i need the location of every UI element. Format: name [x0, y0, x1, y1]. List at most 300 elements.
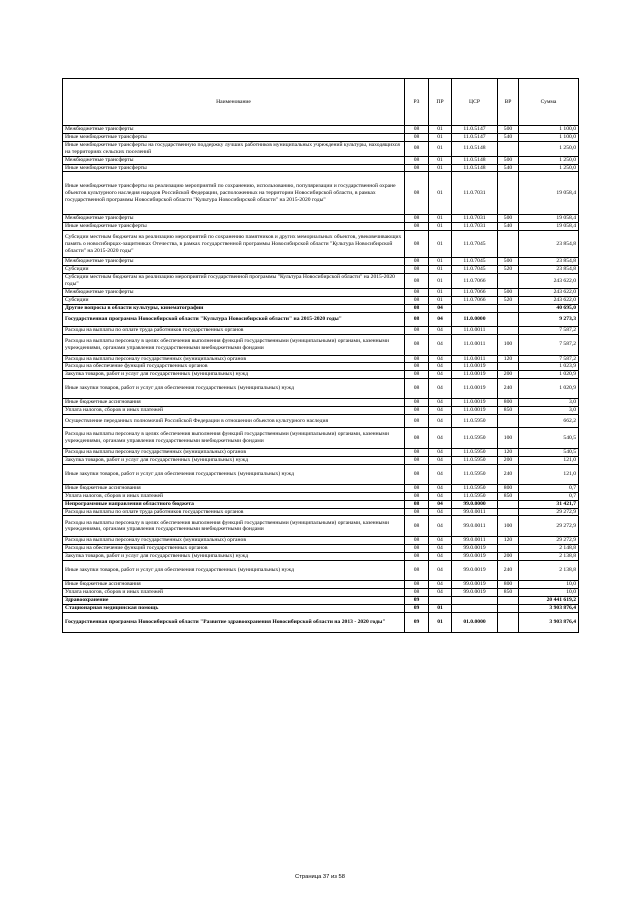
table-row — [63, 553, 579, 561]
cell-pr: 04 — [429, 464, 452, 484]
cell-vr: 120 — [498, 537, 519, 545]
cell-sum: 1 020,9 — [519, 371, 579, 379]
table-row — [63, 266, 579, 274]
cell-name: Иные бюджетные ассигнования — [63, 484, 405, 492]
cell-sum: 1 250,0 — [519, 164, 579, 172]
table-row — [63, 500, 579, 508]
table-row — [63, 537, 579, 545]
cell-csr: 11.0.7031 — [452, 223, 498, 231]
cell-csr: 11.0.7066 — [452, 288, 498, 296]
table-row — [63, 334, 579, 355]
cell-sum: 19 058,4 — [519, 215, 579, 223]
cell-csr: 11.0.7066 — [452, 274, 498, 289]
cell-csr: 11.0.7031 — [452, 172, 498, 215]
cell-vr: 540 — [498, 164, 519, 172]
cell-sum: 540,5 — [519, 428, 579, 449]
budget-table — [62, 78, 579, 633]
cell-name: Иные межбюджетные трансферты на государственную поддержку лучших работников муниципальных учреждений культуры, находящихся на территориях сельских поселений — [63, 141, 405, 156]
cell-rz: 08 — [405, 371, 429, 379]
cell-rz: 08 — [405, 274, 429, 289]
cell-name: Субсидии — [63, 296, 405, 304]
cell-csr: 11.0.5148 — [452, 156, 498, 164]
cell-csr: 11.0.5950 — [452, 428, 498, 449]
table-row — [63, 415, 579, 428]
cell-csr: 11.0.7045 — [452, 231, 498, 258]
table-row — [63, 215, 579, 223]
cell-pr: 01 — [429, 156, 452, 164]
cell-pr: 04 — [429, 492, 452, 500]
cell-sum: 9 273,3 — [519, 312, 579, 326]
cell-pr: 04 — [429, 304, 452, 312]
table-row — [63, 612, 579, 632]
cell-vr — [498, 312, 519, 326]
table-row — [63, 141, 579, 156]
cell-pr: 04 — [429, 407, 452, 415]
cell-name: Межбюджетные трансферты — [63, 215, 405, 223]
cell-sum: 662,2 — [519, 415, 579, 428]
cell-csr: 11.0.0000 — [452, 312, 498, 326]
cell-rz: 08 — [405, 500, 429, 508]
cell-vr: 120 — [498, 355, 519, 363]
cell-rz: 08 — [405, 428, 429, 449]
cell-name: Государственная программа Новосибирской области "Развитие здравоохранения Новосибирской области на 2013 - 2020 годы" — [63, 612, 405, 632]
cell-pr: 04 — [429, 312, 452, 326]
table-row — [63, 516, 579, 537]
cell-pr: 04 — [429, 326, 452, 334]
cell-sum: 23 854,8 — [519, 258, 579, 266]
cell-rz: 08 — [405, 456, 429, 464]
cell-sum: 10,0 — [519, 581, 579, 589]
cell-pr: 04 — [429, 561, 452, 581]
cell-rz: 08 — [405, 172, 429, 215]
cell-vr — [498, 141, 519, 156]
cell-csr: 99.0.0019 — [452, 545, 498, 553]
cell-name: Непрограммные направления областного бюджета — [63, 500, 405, 508]
cell-pr: 04 — [429, 589, 452, 597]
cell-vr — [498, 172, 519, 215]
cell-vr — [498, 274, 519, 289]
cell-rz: 08 — [405, 266, 429, 274]
cell-name: Закупка товаров, работ и услуг для государственных (муниципальных) нужд — [63, 456, 405, 464]
cell-vr: 100 — [498, 428, 519, 449]
cell-csr — [452, 597, 498, 605]
cell-rz: 08 — [405, 326, 429, 334]
table-row — [63, 581, 579, 589]
cell-vr: 500 — [498, 126, 519, 134]
table-row — [63, 355, 579, 363]
cell-rz: 08 — [405, 215, 429, 223]
cell-name: Субсидии местным бюджетам на реализацию мероприятий государственной программы "Культура Новосибирской области" на 2015-2020 годы" — [63, 274, 405, 289]
cell-pr: 01 — [429, 215, 452, 223]
cell-name: Межбюджетные трансферты — [63, 258, 405, 266]
cell-rz: 09 — [405, 612, 429, 632]
header-sum: Сумма — [519, 79, 579, 126]
cell-pr: 04 — [429, 379, 452, 399]
table-row — [63, 545, 579, 553]
cell-sum: 2 148,8 — [519, 545, 579, 553]
cell-rz: 08 — [405, 258, 429, 266]
cell-csr: 11.0.0011 — [452, 326, 498, 334]
cell-csr: 01.0.0000 — [452, 612, 498, 632]
cell-csr: 99.0.0019 — [452, 589, 498, 597]
cell-rz: 08 — [405, 133, 429, 141]
cell-pr: 04 — [429, 581, 452, 589]
cell-csr: 11.0.5950 — [452, 464, 498, 484]
table-row — [63, 428, 579, 449]
cell-vr: 200 — [498, 456, 519, 464]
table-row — [63, 288, 579, 296]
cell-rz: 08 — [405, 399, 429, 407]
cell-pr: 04 — [429, 537, 452, 545]
table-row — [63, 304, 579, 312]
cell-name: Закупка товаров, работ и услуг для государственных (муниципальных) нужд — [63, 371, 405, 379]
cell-sum: 23 854,8 — [519, 231, 579, 258]
cell-sum: 1 020,9 — [519, 379, 579, 399]
cell-name: Субсидии — [63, 266, 405, 274]
cell-name: Иные межбюджетные трансферты — [63, 133, 405, 141]
cell-vr: 800 — [498, 581, 519, 589]
cell-vr: 200 — [498, 553, 519, 561]
cell-csr: 11.0.0019 — [452, 407, 498, 415]
cell-rz: 08 — [405, 492, 429, 500]
cell-sum: 0,7 — [519, 484, 579, 492]
cell-pr — [429, 597, 452, 605]
cell-vr — [498, 415, 519, 428]
cell-name: Здравоохранение — [63, 597, 405, 605]
cell-name: Межбюджетные трансферты — [63, 156, 405, 164]
cell-vr: 520 — [498, 296, 519, 304]
cell-pr: 04 — [429, 355, 452, 363]
cell-vr — [498, 597, 519, 605]
cell-pr: 04 — [429, 545, 452, 553]
cell-pr: 04 — [429, 456, 452, 464]
cell-vr: 850 — [498, 407, 519, 415]
cell-pr: 04 — [429, 399, 452, 407]
cell-vr: 800 — [498, 399, 519, 407]
cell-vr — [498, 326, 519, 334]
cell-vr: 540 — [498, 223, 519, 231]
cell-csr: 11.0.5950 — [452, 492, 498, 500]
cell-sum: 29 272,9 — [519, 537, 579, 545]
cell-rz: 08 — [405, 581, 429, 589]
table-row — [63, 508, 579, 516]
cell-rz: 08 — [405, 449, 429, 457]
cell-name: Межбюджетные трансферты — [63, 288, 405, 296]
cell-pr: 04 — [429, 363, 452, 371]
cell-rz: 08 — [405, 415, 429, 428]
cell-sum: 31 421,7 — [519, 500, 579, 508]
table-row — [63, 464, 579, 484]
cell-csr — [452, 304, 498, 312]
cell-rz: 08 — [405, 288, 429, 296]
table-row — [63, 296, 579, 304]
table-row — [63, 363, 579, 371]
cell-vr — [498, 612, 519, 632]
cell-name: Государственная программа Новосибирской области "Культура Новосибирской области" на 2015-2020 годы" — [63, 312, 405, 326]
cell-csr: 11.0.0019 — [452, 371, 498, 379]
cell-name: Расходы на выплаты персоналу государственных (муниципальных) органов — [63, 355, 405, 363]
cell-rz: 08 — [405, 464, 429, 484]
cell-rz: 08 — [405, 355, 429, 363]
cell-pr: 01 — [429, 612, 452, 632]
cell-csr: 99.0.0019 — [452, 553, 498, 561]
cell-name: Расходы на выплаты персоналу в целях обеспечения выполнения функций государственными (муниципальными) органами, казенными учреждениями, органами управления государственными внебюджетными фондами — [63, 334, 405, 355]
cell-rz: 08 — [405, 516, 429, 537]
cell-sum: 3,0 — [519, 399, 579, 407]
table-row — [63, 561, 579, 581]
cell-pr: 01 — [429, 296, 452, 304]
cell-name: Иные бюджетные ассигнования — [63, 399, 405, 407]
table-row — [63, 379, 579, 399]
cell-vr: 520 — [498, 266, 519, 274]
cell-csr: 11.0.0011 — [452, 334, 498, 355]
cell-pr: 01 — [429, 164, 452, 172]
cell-pr: 04 — [429, 516, 452, 537]
cell-name: Иные закупки товаров, работ и услуг для обеспечения государственных (муниципальных) нужд — [63, 464, 405, 484]
cell-csr: 11.0.5148 — [452, 141, 498, 156]
cell-vr: 850 — [498, 589, 519, 597]
cell-pr: 01 — [429, 172, 452, 215]
cell-rz: 09 — [405, 604, 429, 612]
cell-vr: 500 — [498, 156, 519, 164]
cell-rz: 08 — [405, 141, 429, 156]
cell-sum: 121,0 — [519, 464, 579, 484]
cell-csr: 11.0.7045 — [452, 258, 498, 266]
cell-name: Расходы на выплаты по оплате труда работников государственных органов — [63, 326, 405, 334]
cell-sum: 1 023,9 — [519, 363, 579, 371]
table-row — [63, 274, 579, 289]
cell-vr — [498, 304, 519, 312]
cell-vr: 800 — [498, 484, 519, 492]
table-row — [63, 126, 579, 134]
cell-sum: 1 100,0 — [519, 133, 579, 141]
table-row — [63, 223, 579, 231]
cell-rz: 08 — [405, 231, 429, 258]
cell-sum: 3,0 — [519, 407, 579, 415]
cell-csr: 11.0.5147 — [452, 126, 498, 134]
cell-pr: 01 — [429, 223, 452, 231]
cell-pr: 04 — [429, 449, 452, 457]
cell-rz: 08 — [405, 334, 429, 355]
cell-pr: 01 — [429, 258, 452, 266]
cell-pr: 01 — [429, 141, 452, 156]
cell-csr: 11.0.0019 — [452, 379, 498, 399]
table-row — [63, 258, 579, 266]
table-row — [63, 407, 579, 415]
cell-sum: 7 587,2 — [519, 355, 579, 363]
cell-pr: 01 — [429, 274, 452, 289]
cell-sum: 7 587,2 — [519, 334, 579, 355]
cell-pr: 04 — [429, 553, 452, 561]
cell-sum: 243 622,0 — [519, 274, 579, 289]
cell-vr — [498, 545, 519, 553]
cell-csr: 11.0.5950 — [452, 456, 498, 464]
cell-csr: 11.0.5950 — [452, 484, 498, 492]
table-body — [63, 126, 579, 633]
table-row — [63, 449, 579, 457]
cell-csr — [452, 604, 498, 612]
header-name: Наименование — [63, 79, 405, 126]
cell-rz: 08 — [405, 156, 429, 164]
cell-rz: 08 — [405, 304, 429, 312]
cell-csr: 11.0.0019 — [452, 363, 498, 371]
cell-sum: 19 058,4 — [519, 223, 579, 231]
header-vr: ВР — [498, 79, 519, 126]
table-row — [63, 597, 579, 605]
cell-name: Расходы на выплаты по оплате труда работников государственных органов — [63, 508, 405, 516]
cell-csr: 99.0.0011 — [452, 508, 498, 516]
cell-rz: 08 — [405, 223, 429, 231]
cell-pr: 01 — [429, 133, 452, 141]
cell-rz: 08 — [405, 363, 429, 371]
table-row — [63, 604, 579, 612]
cell-name: Иные закупки товаров, работ и услуг для обеспечения государственных (муниципальных) нужд — [63, 379, 405, 399]
cell-sum: 19 058,4 — [519, 172, 579, 215]
table-row — [63, 312, 579, 326]
cell-sum: 29 272,9 — [519, 516, 579, 537]
cell-csr: 11.0.7066 — [452, 296, 498, 304]
cell-sum: 2 138,8 — [519, 553, 579, 561]
cell-rz: 08 — [405, 407, 429, 415]
cell-vr: 200 — [498, 371, 519, 379]
cell-pr: 04 — [429, 508, 452, 516]
cell-vr — [498, 604, 519, 612]
table-row — [63, 133, 579, 141]
cell-name: Субсидии местным бюджетам на реализацию мероприятий по сохранению памятников и других мемориальных объектов, увековечивающих память о новосибирцах-защитниках Отечества, в рамках государственной программы Новосибирской области "Культура Новосибирской области" на 2015-2020 годы" — [63, 231, 405, 258]
cell-sum: 10,0 — [519, 589, 579, 597]
cell-vr — [498, 508, 519, 516]
table-row — [63, 164, 579, 172]
cell-rz: 08 — [405, 545, 429, 553]
cell-name: Иные бюджетные ассигнования — [63, 581, 405, 589]
table-row — [63, 156, 579, 164]
cell-sum: 121,0 — [519, 456, 579, 464]
cell-csr: 11.0.0011 — [452, 355, 498, 363]
cell-vr: 240 — [498, 464, 519, 484]
cell-rz: 08 — [405, 553, 429, 561]
cell-name: Расходы на выплаты персоналу государственных (муниципальных) органов — [63, 537, 405, 545]
cell-pr: 01 — [429, 288, 452, 296]
cell-rz: 08 — [405, 126, 429, 134]
cell-sum: 20 441 619,2 — [519, 597, 579, 605]
table-row — [63, 172, 579, 215]
cell-pr: 01 — [429, 126, 452, 134]
header-pr: ПР — [429, 79, 452, 126]
cell-csr: 11.0.5950 — [452, 449, 498, 457]
cell-vr: 100 — [498, 516, 519, 537]
cell-pr: 04 — [429, 334, 452, 355]
cell-name: Расходы на выплаты персоналу в целях обеспечения выполнения функций государственными (муниципальными) органами, казенными учреждениями, органами управления государственными внебюджетными фондами — [63, 516, 405, 537]
cell-sum: 29 272,9 — [519, 508, 579, 516]
cell-rz: 08 — [405, 164, 429, 172]
cell-csr: 11.0.0019 — [452, 399, 498, 407]
cell-csr: 99.0.0019 — [452, 581, 498, 589]
cell-rz: 08 — [405, 537, 429, 545]
table-row — [63, 484, 579, 492]
cell-csr: 99.0.0011 — [452, 516, 498, 537]
table-row — [63, 326, 579, 334]
cell-sum: 3 903 876,4 — [519, 604, 579, 612]
cell-csr: 99.0.0011 — [452, 537, 498, 545]
cell-sum: 7 587,2 — [519, 326, 579, 334]
cell-vr — [498, 231, 519, 258]
cell-pr: 01 — [429, 266, 452, 274]
cell-sum: 243 622,0 — [519, 288, 579, 296]
table-row — [63, 231, 579, 258]
cell-csr: 11.0.5148 — [452, 164, 498, 172]
cell-vr: 240 — [498, 561, 519, 581]
cell-csr: 11.0.7045 — [452, 266, 498, 274]
cell-name: Иные межбюджетные трансферты на реализацию мероприятий по сохранению, использованию, популяризации и государственной охране объектов культурного наследия народов Российской Федерации, расположенных на территории Новосибирской области, в рамках государственной программы Новосибирской области "Культура Новосибирской области" на 2015-2020 годы" — [63, 172, 405, 215]
page-number: Страница 37 из 58 — [295, 874, 345, 880]
table-row — [63, 589, 579, 597]
cell-name: Расходы на выплаты персоналу государственных (муниципальных) органов — [63, 449, 405, 457]
cell-vr: 540 — [498, 133, 519, 141]
cell-pr: 04 — [429, 415, 452, 428]
cell-name: Иные межбюджетные трансферты — [63, 223, 405, 231]
cell-pr: 04 — [429, 371, 452, 379]
cell-name: Иные закупки товаров, работ и услуг для обеспечения государственных (муниципальных) нужд — [63, 561, 405, 581]
cell-vr: 120 — [498, 449, 519, 457]
cell-vr: 500 — [498, 258, 519, 266]
cell-csr: 99.0.0019 — [452, 561, 498, 581]
cell-pr: 01 — [429, 604, 452, 612]
cell-sum: 40 695,0 — [519, 304, 579, 312]
cell-rz: 08 — [405, 589, 429, 597]
cell-rz: 08 — [405, 484, 429, 492]
cell-vr: 850 — [498, 492, 519, 500]
cell-csr: 99.0.0000 — [452, 500, 498, 508]
cell-name: Уплата налогов, сборов и иных платежей — [63, 492, 405, 500]
cell-rz: 08 — [405, 508, 429, 516]
cell-name: Другие вопросы в области культуры, кинематографии — [63, 304, 405, 312]
cell-sum: 1 250,0 — [519, 156, 579, 164]
cell-rz: 08 — [405, 561, 429, 581]
cell-vr: 500 — [498, 288, 519, 296]
cell-name: Стационарная медицинская помощь — [63, 604, 405, 612]
header-csr: ЦСР — [452, 79, 498, 126]
cell-pr: 04 — [429, 484, 452, 492]
table-row — [63, 492, 579, 500]
cell-name: Межбюджетные трансферты — [63, 126, 405, 134]
cell-sum: 3 903 876,4 — [519, 612, 579, 632]
table-row — [63, 399, 579, 407]
cell-sum: 0,7 — [519, 492, 579, 500]
cell-name: Расходы на обеспечение функций государственных органов — [63, 545, 405, 553]
cell-vr — [498, 363, 519, 371]
cell-sum: 1 250,0 — [519, 141, 579, 156]
cell-name: Закупка товаров, работ и услуг для государственных (муниципальных) нужд — [63, 553, 405, 561]
table-row — [63, 371, 579, 379]
cell-vr: 500 — [498, 215, 519, 223]
cell-pr: 04 — [429, 428, 452, 449]
cell-sum: 243 622,0 — [519, 296, 579, 304]
cell-sum: 1 100,0 — [519, 126, 579, 134]
cell-name: Расходы на выплаты персоналу в целях обеспечения выполнения функций государственными (муниципальными) органами, казенными учреждениями, органами управления государственными внебюджетными фондами — [63, 428, 405, 449]
cell-csr: 11.0.5950 — [452, 415, 498, 428]
cell-rz: 08 — [405, 379, 429, 399]
cell-sum: 540,5 — [519, 449, 579, 457]
cell-vr — [498, 500, 519, 508]
cell-name: Осуществление переданных полномочий Российской Федерации в отношении объектов культурного наследия — [63, 415, 405, 428]
header-rz: РЗ — [405, 79, 429, 126]
table-row — [63, 456, 579, 464]
cell-rz: 08 — [405, 296, 429, 304]
cell-pr: 04 — [429, 500, 452, 508]
cell-name: Расходы на обеспечение функций государственных органов — [63, 363, 405, 371]
cell-name: Уплата налогов, сборов и иных платежей — [63, 589, 405, 597]
cell-name: Иные межбюджетные трансферты — [63, 164, 405, 172]
